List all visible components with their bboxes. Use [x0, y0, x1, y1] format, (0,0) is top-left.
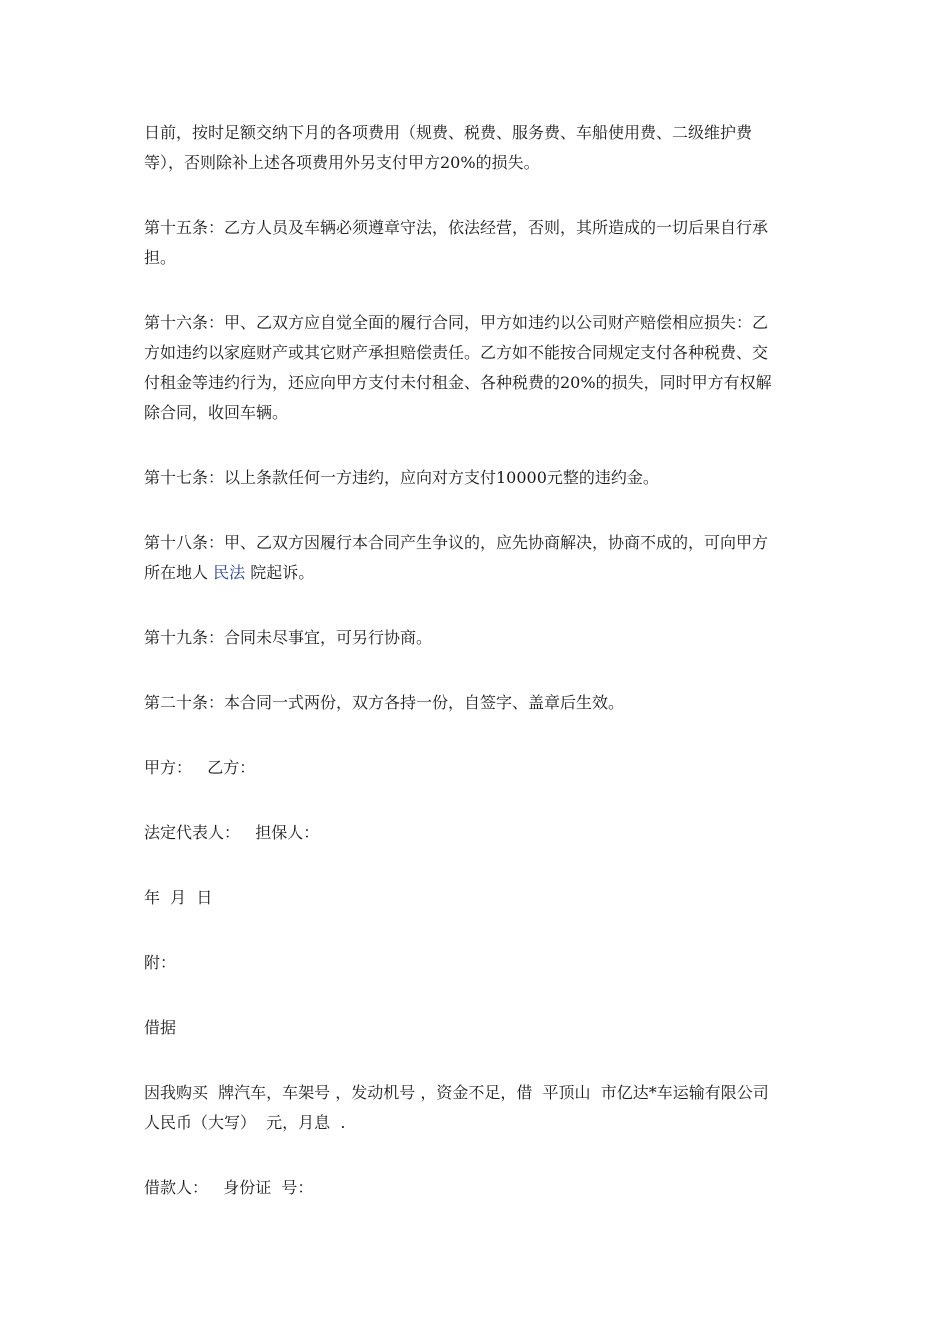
text-line: 第二十条：本合同一式两份，双方各持一份，自签字、盖章后生效。 [144, 693, 625, 712]
text-line: 借款人： 身份证 号： [144, 1178, 314, 1197]
text-line: 所在地人 [144, 563, 214, 582]
paragraph-article-16 [144, 308, 804, 428]
loan-receipt-title [144, 1013, 804, 1043]
text-line: 第十五条：乙方人员及车辆必须遵章守法，依法经营，否则，其所造成的一切后果自行承 [144, 218, 769, 237]
text-line: 院起诉。 [245, 563, 315, 582]
paragraph-article-19 [144, 623, 804, 653]
text-line: 年 月 日 [144, 888, 213, 907]
paragraph-article-17 [144, 463, 804, 493]
text-line: 付租金等违约行为，还应向甲方支付未付租金、各种税费的20%的损失，同时甲方有权解 [144, 373, 772, 392]
text-line: 方如违约以家庭财产或其它财产承担赔偿责任。乙方如不能按合同规定支付各种税费、交 [144, 343, 769, 362]
text-line: 甲方： 乙方： [144, 758, 256, 777]
signature-date [144, 883, 804, 913]
text-line: 等），否则除补上述各项费用外另支付甲方20%的损失。 [144, 153, 540, 172]
text-line: 第十八条：甲、乙双方因履行本合同产生争议的，应先协商解决，协商不成的，可向甲方 [144, 533, 769, 552]
text-line: 法定代表人： 担保人： [144, 823, 320, 842]
paragraph-article-20 [144, 688, 804, 718]
text-line: 第十六条：甲、乙双方应自觉全面的履行合同，甲方如违约以公司财产赔偿相应损失：乙 [144, 313, 769, 332]
paragraph-fee-payment [144, 118, 804, 178]
text-line: 因我购买 牌汽车，车架号 ，发动机号 ，资金不足，借 平顶山 市亿达*车运输有限公司 [144, 1083, 769, 1102]
text-line: 附： [144, 953, 177, 972]
text-line: 第十七条：以上条款任何一方违约，应向对方支付10000元整的违约金。 [144, 468, 659, 487]
text-line: 借据 [144, 1018, 177, 1037]
signature-parties [144, 753, 804, 783]
borrower-info [144, 1173, 804, 1203]
text-line: 除合同，收回车辆。 [144, 403, 289, 422]
appendix-label [144, 948, 804, 978]
paragraph-article-15 [144, 213, 804, 273]
text-line: 担。 [144, 248, 177, 267]
signature-representatives [144, 818, 804, 848]
text-line: 日前，按时足额交纳下月的各项费用（规费、税费、服务费、车船使用费、二级维护费 [144, 123, 753, 142]
text-line: 人民币（大写） 元，月息 . [144, 1113, 346, 1132]
text-line: 第十九条：合同未尽事宜，可另行协商。 [144, 628, 433, 647]
loan-receipt-body [144, 1078, 804, 1138]
paragraph-article-18 [144, 528, 804, 588]
civil-law-link[interactable]: 民法 [213, 563, 246, 582]
document-page [144, 118, 804, 1238]
